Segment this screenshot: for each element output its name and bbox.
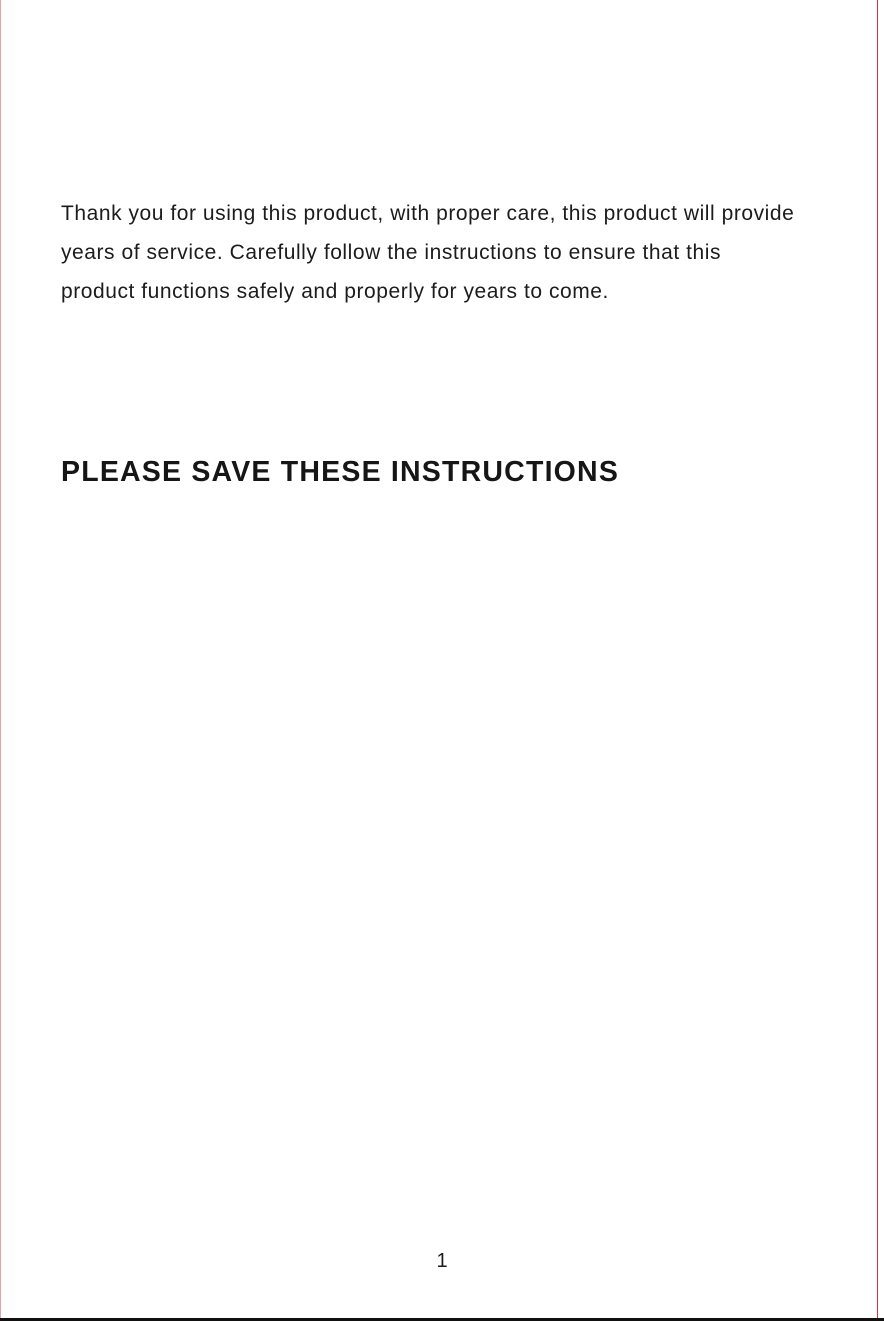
intro-line: years of service. Carefully follow the instructions to ensure that this bbox=[61, 241, 721, 264]
intro-line: product functions safely and properly for years to come. bbox=[61, 280, 609, 303]
save-instructions-heading: PLEASE SAVE THESE INSTRUCTIONS bbox=[61, 456, 620, 488]
page-number: 1 bbox=[436, 1250, 448, 1272]
page-right-edge bbox=[877, 0, 878, 1321]
intro-line: Thank you for using this product, with proper care, this product will provide bbox=[61, 202, 795, 225]
intro-paragraph bbox=[61, 194, 851, 311]
page-left-edge bbox=[0, 0, 1, 1321]
